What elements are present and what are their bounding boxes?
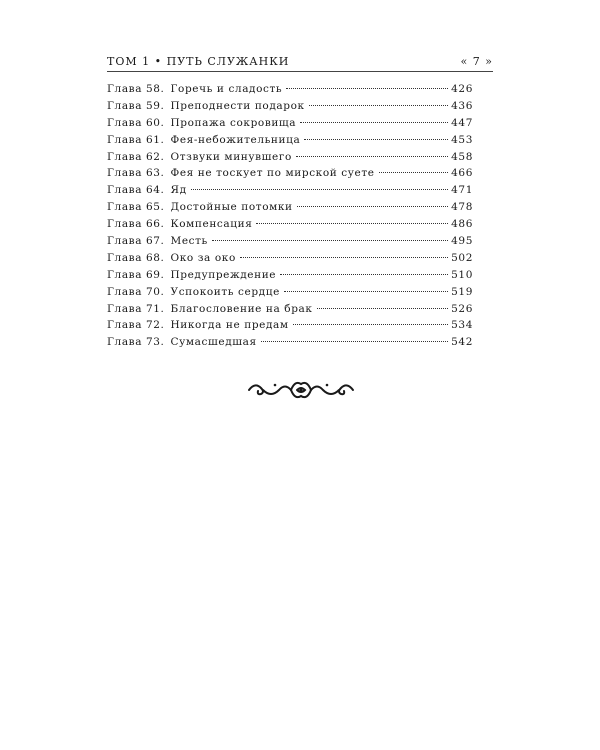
toc-leader-dots bbox=[191, 189, 449, 190]
toc-chapter-title: Никогда не предам bbox=[170, 319, 289, 332]
toc-leader-dots bbox=[284, 291, 448, 292]
toc-chapter-title: Фея не тоскует по мирской суете bbox=[170, 167, 375, 180]
toc-entry bbox=[107, 286, 473, 303]
toc-chapter-title: Пропажа сокровища bbox=[170, 116, 297, 129]
toc-page-number: 447 bbox=[451, 116, 473, 129]
header-page-number: « 7 » bbox=[460, 55, 493, 68]
toc-entry bbox=[107, 201, 473, 218]
toc-entry bbox=[107, 167, 473, 184]
decorative-ornament-icon bbox=[245, 378, 357, 402]
toc-leader-dots bbox=[317, 308, 449, 309]
toc-leader-dots bbox=[286, 88, 448, 89]
toc-entry bbox=[107, 100, 473, 117]
toc-page-number: 519 bbox=[451, 285, 473, 298]
toc-chapter-number: Глава 62. bbox=[107, 150, 165, 163]
toc-page-number: 486 bbox=[451, 218, 473, 231]
toc-entry bbox=[107, 336, 473, 353]
toc-entry bbox=[107, 151, 473, 168]
toc-chapter-title: Горечь и сладость bbox=[170, 83, 283, 95]
toc-page-number: 478 bbox=[451, 201, 473, 214]
toc-chapter-number: Глава 58. bbox=[107, 83, 165, 95]
toc-page-number: 466 bbox=[451, 167, 473, 180]
toc-chapter-title: Отзвуки минувшего bbox=[170, 150, 292, 163]
toc-chapter-number: Глава 61. bbox=[107, 133, 165, 146]
toc-leader-dots bbox=[300, 122, 448, 123]
toc-entry bbox=[107, 319, 473, 336]
toc-page-number: 495 bbox=[451, 235, 473, 248]
toc-chapter-number: Глава 60. bbox=[107, 116, 165, 129]
toc-page-number: 471 bbox=[451, 184, 473, 197]
toc-chapter-number: Глава 67. bbox=[107, 235, 165, 248]
running-header bbox=[107, 52, 493, 68]
toc-entry bbox=[107, 303, 473, 320]
toc-page-number: 510 bbox=[451, 268, 473, 281]
header-divider bbox=[107, 71, 493, 72]
header-book-title: ТОМ 1 • ПУТЬ СЛУЖАНКИ bbox=[107, 55, 290, 68]
toc-leader-dots bbox=[212, 240, 448, 241]
table-of-contents bbox=[107, 83, 473, 353]
toc-page-number: 534 bbox=[451, 319, 473, 332]
toc-chapter-number: Глава 70. bbox=[107, 285, 165, 298]
toc-chapter-number: Глава 69. bbox=[107, 268, 165, 281]
toc-chapter-title: Яд bbox=[170, 184, 187, 197]
toc-entry bbox=[107, 269, 473, 286]
toc-leader-dots bbox=[280, 274, 448, 275]
toc-entry bbox=[107, 117, 473, 134]
toc-chapter-number: Глава 73. bbox=[107, 336, 165, 349]
toc-chapter-number: Глава 71. bbox=[107, 302, 165, 315]
toc-leader-dots bbox=[261, 341, 448, 342]
toc-page-number: 453 bbox=[451, 133, 473, 146]
toc-leader-dots bbox=[293, 324, 448, 325]
toc-page-number: 502 bbox=[451, 251, 473, 264]
toc-chapter-title: Око за око bbox=[170, 251, 236, 264]
toc-chapter-number: Глава 64. bbox=[107, 184, 165, 197]
toc-leader-dots bbox=[296, 156, 448, 157]
toc-chapter-title: Преподнести подарок bbox=[170, 99, 305, 112]
toc-chapter-number: Глава 65. bbox=[107, 201, 165, 214]
toc-chapter-number: Глава 66. bbox=[107, 218, 165, 231]
toc-page-number: 426 bbox=[451, 83, 473, 95]
toc-chapter-title: Успокоить сердце bbox=[170, 285, 280, 298]
toc-leader-dots bbox=[379, 172, 449, 173]
toc-chapter-title: Достойные потомки bbox=[170, 201, 293, 214]
toc-leader-dots bbox=[256, 223, 448, 224]
toc-page-number: 458 bbox=[451, 150, 473, 163]
toc-leader-dots bbox=[297, 206, 449, 207]
toc-page-number: 436 bbox=[451, 99, 473, 112]
toc-entry bbox=[107, 235, 473, 252]
toc-leader-dots bbox=[309, 105, 448, 106]
toc-entry bbox=[107, 134, 473, 151]
toc-chapter-title: Благословение на брак bbox=[170, 302, 313, 315]
toc-entry bbox=[107, 184, 473, 201]
toc-entry bbox=[107, 83, 473, 100]
toc-entry bbox=[107, 218, 473, 235]
toc-entry bbox=[107, 252, 473, 269]
toc-leader-dots bbox=[304, 139, 448, 140]
toc-chapter-title: Фея-небожительница bbox=[170, 133, 301, 146]
toc-leader-dots bbox=[240, 257, 448, 258]
toc-chapter-number: Глава 68. bbox=[107, 251, 165, 264]
toc-page-number: 526 bbox=[451, 302, 473, 315]
toc-chapter-title: Предупреждение bbox=[170, 268, 277, 281]
toc-chapter-title: Компенсация bbox=[170, 218, 253, 231]
toc-chapter-title: Месть bbox=[170, 235, 208, 248]
toc-chapter-title: Сумасшедшая bbox=[170, 336, 257, 349]
toc-chapter-number: Глава 72. bbox=[107, 319, 165, 332]
toc-chapter-number: Глава 59. bbox=[107, 99, 165, 112]
toc-page-number: 542 bbox=[451, 336, 473, 349]
toc-chapter-number: Глава 63. bbox=[107, 167, 165, 180]
